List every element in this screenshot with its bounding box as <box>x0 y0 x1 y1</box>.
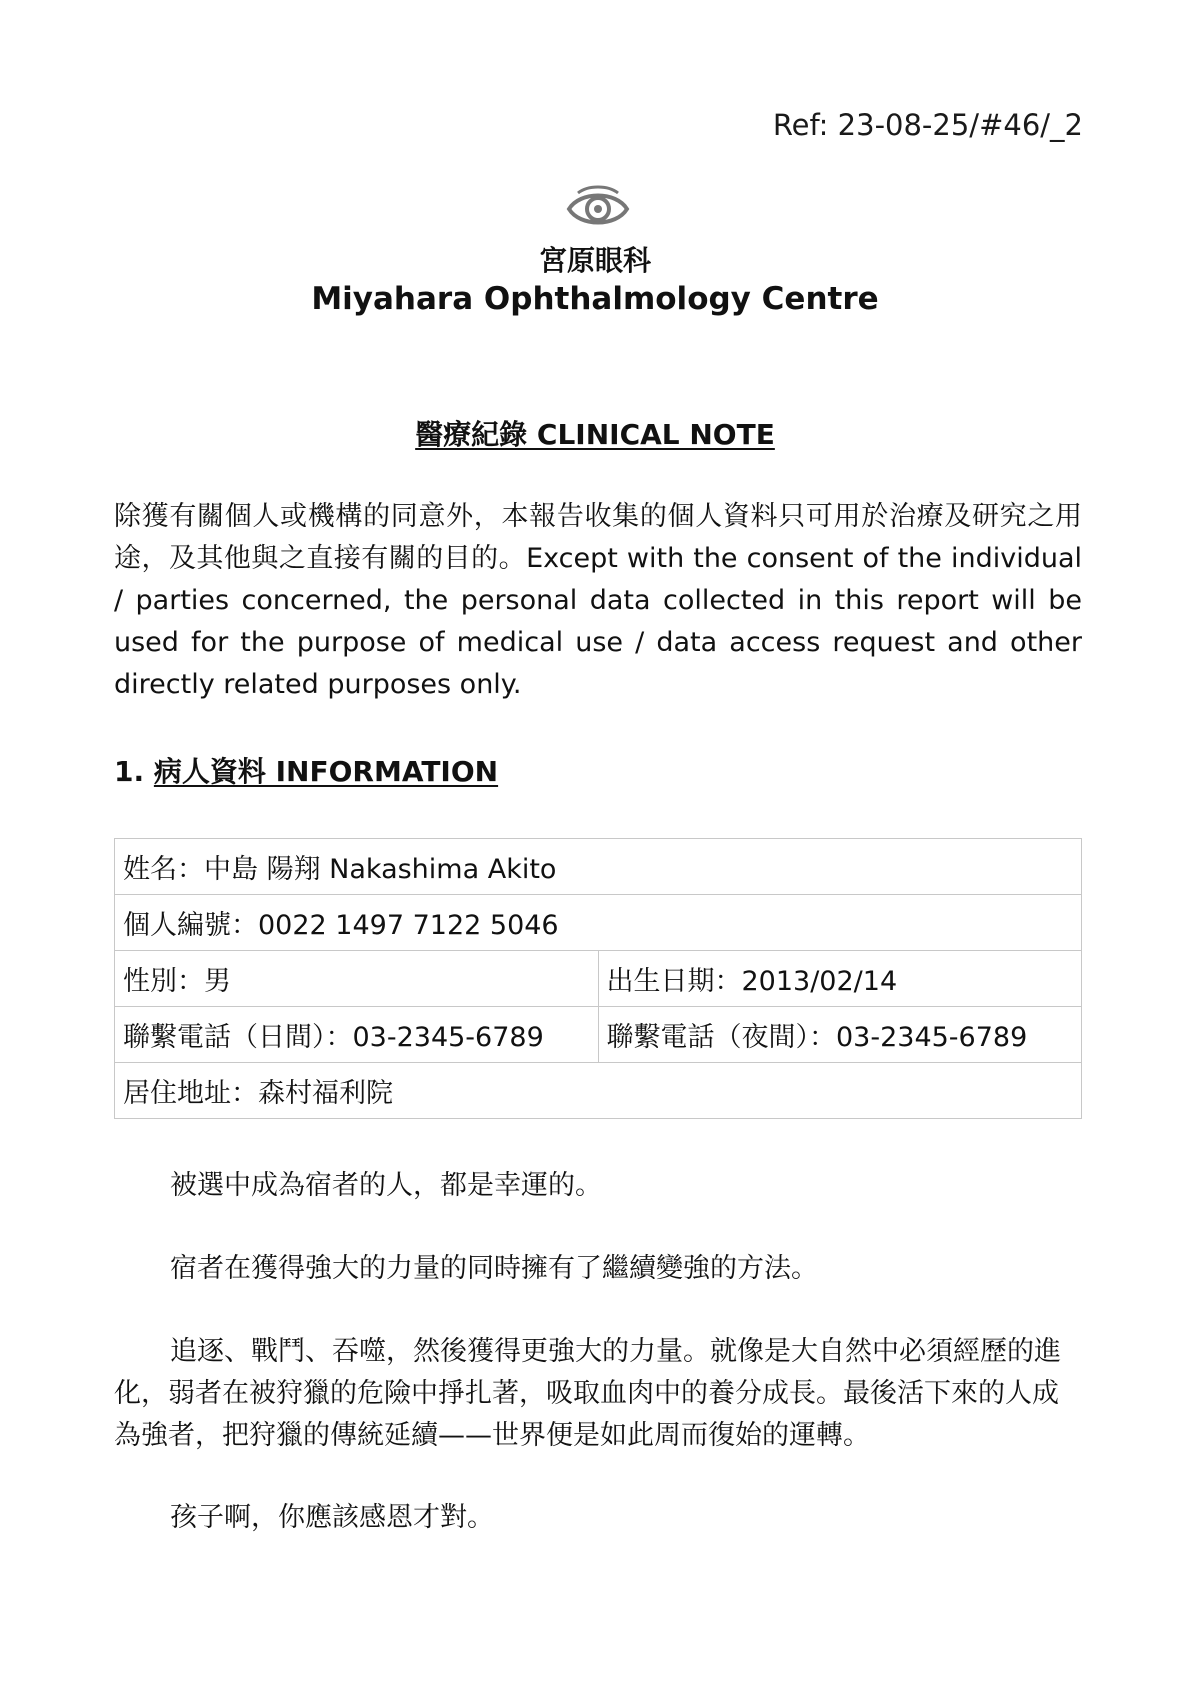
paragraph-text: 孩子啊，你應該感恩才對。 <box>170 1502 494 1533</box>
patient-phone-day: 聯繫電話（日間）：03-2345-6789 <box>115 1007 599 1063</box>
patient-sex: 性別：男 <box>115 951 599 1007</box>
table-row <box>115 1063 1082 1119</box>
narrative-paragraph-4 <box>114 1497 1082 1539</box>
paragraph-text: 宿者在獲得強大的力量的同時擁有了繼續變強的方法。 <box>170 1253 818 1284</box>
paragraph-text: 追逐、戰鬥、吞噬，然後獲得更強大的力量。就像是大自然中必須經歷的進化，弱者在被狩獵的危險中掙扎著，吸取血肉中的養分成長。最後活下來的人成為強者，把狩獵的傳統延續——世界便是如此周而復始的運轉。 <box>114 1336 1061 1451</box>
patient-name: 姓名：中島 陽翔 Nakashima Akito <box>115 839 1082 895</box>
document-title <box>0 413 1190 453</box>
section-title: 病人資料 INFORMATION <box>153 755 499 788</box>
narrative-paragraph-3 <box>114 1331 1082 1457</box>
patient-id: 個人編號：0022 1497 7122 5046 <box>115 895 1082 951</box>
paragraph-text: 被選中成為宿者的人，都是幸運的。 <box>170 1170 602 1201</box>
patient-date-of-birth: 出生日期：2013/02/14 <box>598 951 1082 1007</box>
clinic-name-chinese: 宮原眼科 <box>538 244 651 277</box>
section-number: 1. <box>114 755 145 788</box>
table-row <box>115 839 1082 895</box>
narrative-paragraph-2 <box>114 1248 1082 1290</box>
patient-phone-night: 聯繫電話（夜間）：03-2345-6789 <box>598 1007 1082 1063</box>
patient-address: 居住地址：森村福利院 <box>115 1063 1082 1119</box>
patient-info-table <box>114 838 1082 1119</box>
table-row <box>115 895 1082 951</box>
table-row <box>115 951 1082 1007</box>
narrative-paragraph-1 <box>114 1165 1082 1207</box>
section-heading-information <box>114 750 498 790</box>
reference-number: Ref: 23-08-25/#46/_2 <box>772 108 1083 142</box>
table-row <box>115 1007 1082 1063</box>
eye-icon <box>566 183 630 231</box>
privacy-disclaimer: 除獲有關個人或機構的同意外，本報告收集的個人資料只可用於治療及研究之用途，及其他與之直接有關的目的。Except with the consent of the individual / parties concerned, the personal data collected in this report will be used for the purpose of medical use / data access request and other directly related purposes only. <box>114 501 1082 700</box>
clinic-name-english: Miyahara Ophthalmology Centre <box>311 281 879 317</box>
document-title-text: 醫療紀錄 CLINICAL NOTE <box>415 418 775 451</box>
